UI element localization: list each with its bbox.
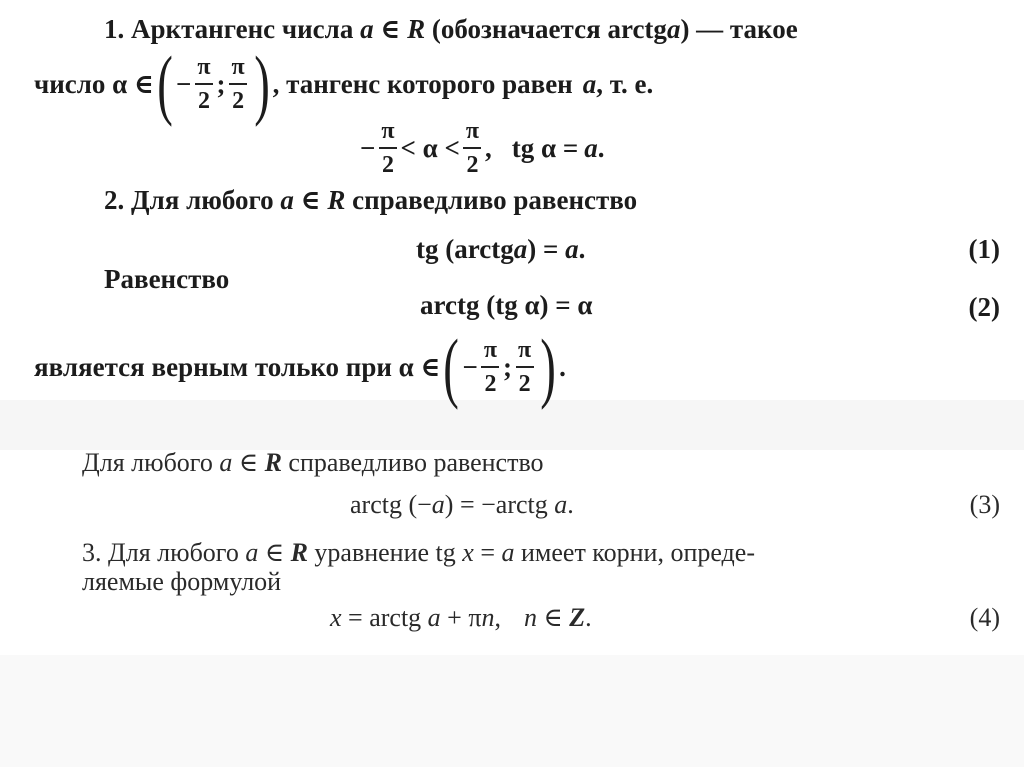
text: является верным только при α ∈ (34, 352, 441, 382)
text-ravenstvo: Равенство (104, 264, 230, 294)
var-n: n (523, 603, 537, 632)
text: Арктангенс числа (131, 14, 354, 44)
statement-2-line (104, 185, 637, 215)
set-R: R (264, 448, 282, 477)
set-Z: Z (569, 603, 586, 632)
var-a: a (565, 234, 579, 264)
var-a: a (501, 538, 515, 567)
text: ) — такое (680, 14, 798, 44)
equation-4 (330, 603, 592, 633)
condition-line (34, 323, 566, 410)
fraction-pi-over-2: $\frac{\pi}{2}$ (194, 55, 213, 113)
period: . (559, 352, 566, 382)
minus: − (175, 69, 192, 99)
set-R: R (407, 14, 426, 44)
text: Для любого (108, 538, 239, 567)
text: уравнение tg (314, 538, 456, 567)
text: (обозначается (431, 14, 601, 44)
equation-1 (416, 234, 585, 264)
period: . (597, 133, 605, 163)
open-paren: ( (157, 40, 173, 127)
var-n: n (481, 603, 495, 632)
text: , т. е. (596, 69, 654, 99)
formula: ) = (527, 234, 559, 264)
in-symbol: ∈ (543, 603, 563, 632)
fraction-pi-over-2: $\frac{\pi}{2}$ (463, 119, 482, 177)
var-a: a (666, 14, 681, 44)
var-a: a (245, 538, 259, 567)
item-number: 2. (104, 185, 125, 215)
equation-number: (1) (968, 234, 1000, 264)
formula: ) = −arctg (444, 490, 548, 519)
fraction-pi-over-2: $\frac{\pi}{2}$ (378, 119, 397, 177)
text: имеет корни, опреде- (521, 538, 755, 567)
semicolon: ; (216, 69, 226, 99)
text: справедливо равенство (352, 185, 638, 215)
set-R: R (327, 185, 346, 215)
fraction-pi-over-2: $\frac{\pi}{2}$ (481, 338, 500, 396)
in-symbol: ∈ (264, 538, 285, 567)
statement-3-line (82, 448, 544, 478)
definition-line-1 (104, 14, 798, 44)
period: . (567, 490, 574, 519)
formula: tg (arctg (416, 234, 514, 264)
definition-line-2 (34, 42, 653, 126)
background-band (0, 655, 1024, 767)
equation-number: (4) (969, 603, 1000, 632)
formula: = arctg (348, 603, 422, 632)
text: , тангенс которого равен (272, 69, 573, 99)
var-a: a (360, 14, 374, 44)
equation-3 (350, 490, 574, 520)
var-x: x (330, 603, 342, 632)
inequality: < α < (400, 133, 460, 163)
close-paren: ) (540, 323, 556, 410)
fraction-pi-over-2: $\frac{\pi}{2}$ (515, 338, 534, 396)
open-paren: ( (443, 323, 460, 410)
text: Для любого (131, 185, 274, 215)
semicolon: ; (503, 352, 513, 382)
tg-alpha: tg α = (511, 133, 579, 163)
equation-number: (2) (968, 292, 1000, 322)
text: Для любого (82, 448, 213, 477)
comma: , (494, 603, 501, 632)
close-paren: ) (253, 40, 270, 127)
var-a: a (219, 448, 233, 477)
fraction-pi-over-2: $\frac{\pi}{2}$ (229, 55, 248, 113)
var-a: a (582, 69, 597, 99)
statement-4-line-1 (82, 538, 755, 568)
statement-4-line-2: ляемые формулой (82, 567, 282, 596)
text: справедливо равенство (288, 448, 544, 477)
equals: = (480, 538, 495, 567)
in-symbol: ∈ (300, 185, 321, 215)
inequality-formula (360, 118, 605, 178)
var-x: x (462, 538, 474, 567)
var-a: a (431, 490, 445, 519)
var-a: a (513, 234, 528, 264)
var-a: a (554, 490, 568, 519)
var-a: a (427, 603, 441, 632)
formula: arctg (− (350, 490, 432, 519)
arctg: arctg (607, 14, 667, 44)
in-symbol: ∈ (238, 448, 259, 477)
var-a: a (584, 133, 598, 163)
equation-number: (3) (969, 490, 1000, 519)
period: . (585, 603, 592, 632)
in-symbol: ∈ (380, 14, 401, 44)
minus: − (462, 352, 478, 382)
formula: + π (447, 603, 482, 632)
text: число α ∈ (34, 69, 154, 99)
comma: , (485, 133, 492, 163)
set-R: R (290, 538, 308, 567)
equation-2: arctg (tg α) = α (420, 290, 593, 320)
item-number: 1. (104, 14, 125, 44)
var-a: a (280, 185, 294, 215)
item-number: 3. (82, 538, 102, 567)
minus: − (360, 133, 376, 163)
period: . (578, 234, 586, 264)
